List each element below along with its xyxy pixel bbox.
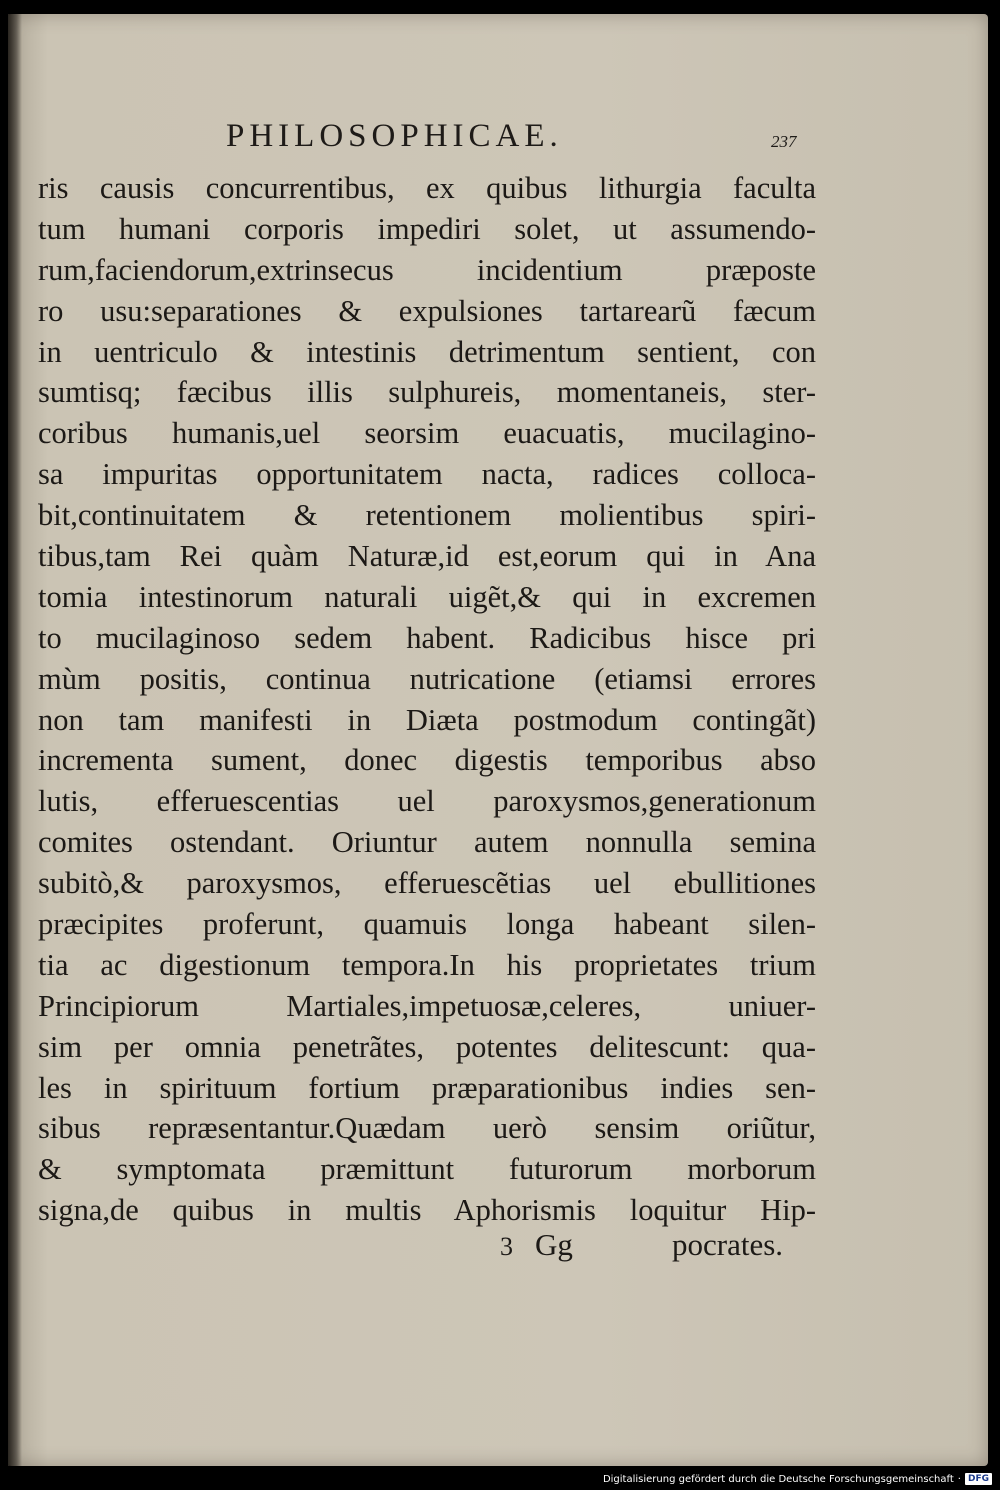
catchword: pocrates. <box>672 1227 784 1262</box>
text-line: mùm positis, continua nutricatione (etiamsi errores <box>38 661 816 696</box>
text-line: rum,faciendorum,extrinsecus incidentium præposte <box>38 252 816 287</box>
text-line: sa impuritas opportunitatem nacta, radices colloca- <box>38 457 816 492</box>
dfg-logo-icon: DFG <box>965 1473 992 1485</box>
running-head: PHILOSOPHICAE. <box>226 118 563 154</box>
text-line: tia ac digestionum tempora.In his proprietates trium <box>38 947 816 982</box>
signature-letters: Gg <box>535 1227 573 1262</box>
text-line: les in spirituum fortium præparationibus indies sen- <box>38 1070 816 1105</box>
digitization-credit: Digitalisierung gefördert durch die Deutsche Forschungsgemeinschaft · DFG <box>603 1473 992 1485</box>
body-text <box>38 168 816 1231</box>
text-line: sim per omnia penetrãtes, potentes delitescunt: qua- <box>38 1029 816 1064</box>
text-line: coribus humanis,uel seorsim euacuatis, mucilagino- <box>38 416 816 451</box>
text-line: præcipites proferunt, quamuis longa habeant silen- <box>38 907 816 942</box>
text-line: sumtisq; fæcibus illis sulphureis, momentaneis, ster- <box>38 375 816 410</box>
text-line: tum humani corporis impediri solet, ut assumendo- <box>38 211 816 246</box>
text-line: bit,continuitatem & retentionem molientibus spiri- <box>38 498 816 533</box>
text-line: lutis, efferuescentias uel paroxysmos,generationum <box>38 784 816 819</box>
text-line: & symptomata præmittunt futurorum morborum <box>38 1152 816 1187</box>
text-line: ro usu:separationes & expulsiones tartarearũ fæcum <box>38 293 816 328</box>
text-line: non tam manifesti in Diæta postmodum contingãt) <box>38 702 816 737</box>
text-line: Principiorum Martiales,impetuosæ,celeres, uniuer- <box>38 988 816 1023</box>
text-line: ris causis concurrentibus, ex quibus lithurgia faculta <box>38 171 816 205</box>
signature-mark <box>500 1227 672 1263</box>
text-line: subitò,& paroxysmos, efferuescẽtias uel ebullitiones <box>38 866 816 901</box>
text-line: signa,de quibus in multis Aphorismis loquitur Hip- <box>38 1193 816 1228</box>
text-line: incrementa sument, donec digestis temporibus abso <box>38 743 816 778</box>
signature-catchword-line <box>500 1227 783 1263</box>
binding-shadow <box>8 14 22 1466</box>
signature-number: 3 <box>500 1232 513 1261</box>
text-line: sibus repræsentantur.Quædam uerò sensim oriũtur, <box>38 1111 816 1146</box>
text-line: tibus,tam Rei quàm Naturæ,id est,eorum qui in Ana <box>38 539 816 574</box>
page-number: 237 <box>771 132 797 151</box>
text-line: tomia intestinorum naturali uigẽt,& qui in excremen <box>38 579 816 614</box>
credit-text: Digitalisierung gefördert durch die Deutsche Forschungsgemeinschaft <box>602 1473 954 1485</box>
text-line: in uentriculo & intestinis detrimentum sentient, con <box>38 334 816 369</box>
text-line: to mucilaginoso sedem habent. Radicibus hisce pri <box>38 620 816 655</box>
text-line: comites ostendant. Oriuntur autem nonnulla semina <box>38 825 816 860</box>
